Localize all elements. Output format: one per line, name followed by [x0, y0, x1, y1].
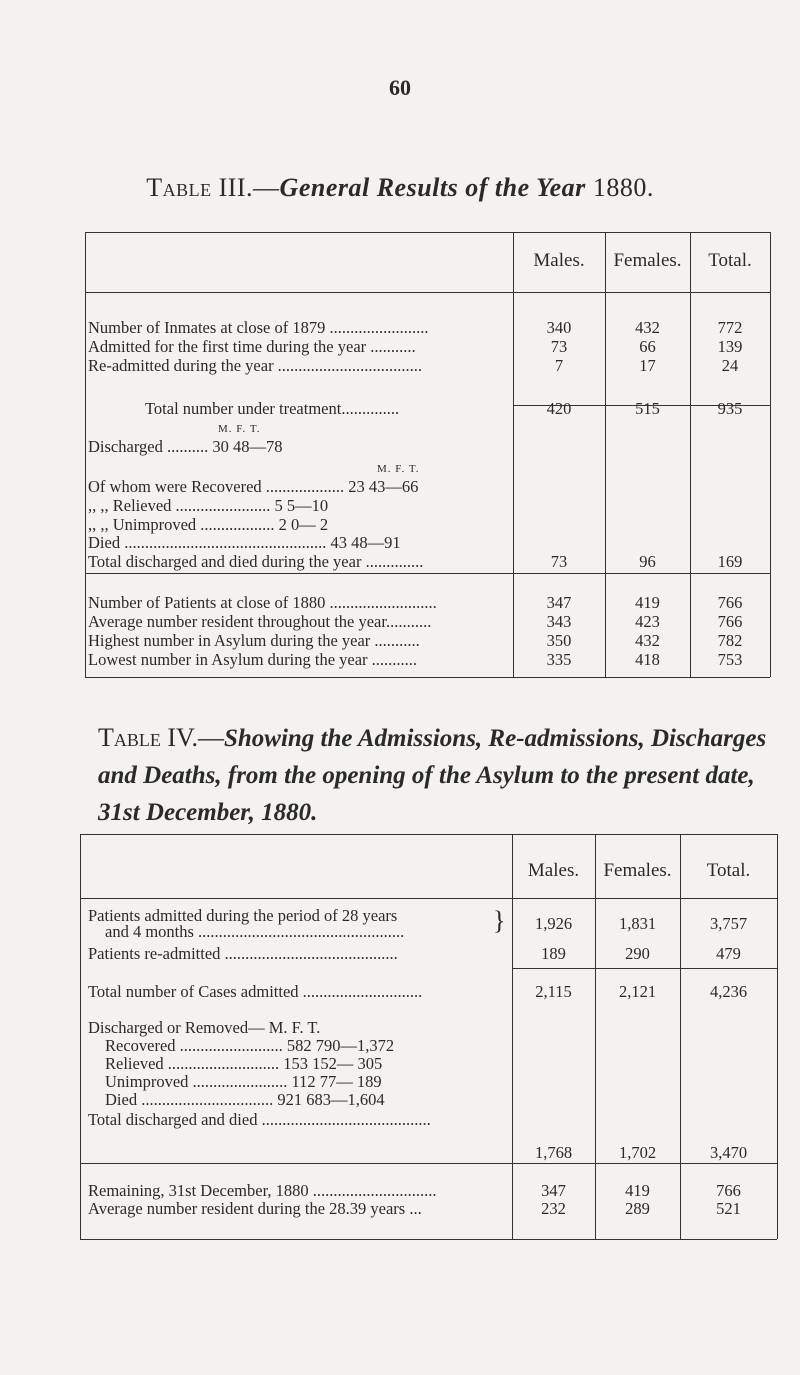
discharged-row: Discharged .......... 30 48—78: [88, 437, 283, 456]
cell-total: 766: [717, 612, 743, 631]
brace-glyph: }: [493, 906, 506, 935]
cell-total: 782: [717, 631, 743, 650]
cell-males: 73: [550, 552, 568, 571]
table3-header-females: Females.: [613, 250, 682, 271]
recovered-row: Of whom were Recovered ................... 23 43—66: [88, 477, 419, 496]
relieved-row: Relieved ........................... 153 152— 305: [105, 1054, 383, 1073]
total-treatment-label: Total number under treatment..............: [145, 399, 400, 418]
relieved-row: ,, ,, Relieved ....................... 5 5—10: [88, 496, 329, 515]
cell-males: 73: [550, 337, 568, 356]
cell-males: 232: [541, 1199, 566, 1218]
table4-title-prefix: Table IV.—: [98, 723, 224, 752]
unimproved-row: Unimproved ....................... 112 77— 189: [105, 1072, 382, 1091]
cell-total: 521: [716, 1199, 741, 1218]
remaining-label: Remaining, 31st December, 1880 ..............................: [88, 1181, 437, 1200]
table4-title-line3: 31st December, 1880.: [98, 799, 318, 826]
cell-males: 2,115: [535, 982, 572, 1001]
cell-total: 766: [716, 1181, 741, 1200]
died-row: Died ................................ 921 683—1,604: [105, 1090, 385, 1109]
cell-females: 1,831: [618, 914, 657, 933]
cell-females: 290: [625, 944, 650, 963]
cell-total: 479: [716, 944, 741, 963]
page-number: 60: [389, 75, 411, 100]
died-row: Died ................................................. 43 48—91: [88, 533, 401, 552]
cell-females: 432: [635, 318, 660, 337]
cell-males: 347: [541, 1181, 566, 1200]
cell-total: 766: [717, 593, 743, 612]
cell-total: 772: [717, 318, 743, 337]
total-discharged-label: Total discharged and died .........................................: [88, 1110, 431, 1129]
cell-females: 66: [639, 337, 656, 356]
table4-title: [98, 720, 768, 831]
table-row-label: Number of Inmates at close of 1879 ........................: [88, 318, 429, 337]
cell-females: 2,121: [618, 982, 657, 1001]
cell-females: 96: [639, 552, 656, 571]
cell-total: 4,236: [709, 982, 748, 1001]
recovered-row: Recovered ......................... 582 790—1,372: [105, 1036, 395, 1055]
cell-males: 350: [546, 631, 572, 650]
cell-females: 515: [635, 399, 660, 418]
average-label: Average number resident during the 28.39 years ...: [88, 1199, 422, 1218]
cell-females: 432: [635, 631, 660, 650]
mft-header: M. F. T.: [218, 423, 261, 435]
cell-males: 420: [546, 399, 572, 418]
table4-title-italic-1: Showing the Admissions, Re-admissions, Discharges: [223, 725, 767, 752]
cell-males: 347: [546, 593, 572, 612]
table-row-label: Admitted for the first time during the year ...........: [88, 337, 416, 356]
table4-title-italic-2: and Deaths, from the opening of the Asylum to the present date,: [98, 762, 755, 789]
table-row-label: Re-admitted during the year ...................................: [88, 356, 423, 375]
cell-males: 335: [546, 650, 572, 669]
total-admitted-label: Total number of Cases admitted .............................: [88, 982, 423, 1001]
table3-title: [0, 173, 800, 203]
table4-header-males: Males.: [527, 860, 580, 881]
cell-males: 7: [554, 356, 564, 375]
table3-header-total: Total.: [708, 250, 752, 271]
total-discharged-label: Total discharged and died during the year ..............: [88, 552, 424, 571]
cell-males: 1,926: [534, 914, 573, 933]
cell-males: 340: [546, 318, 572, 337]
cell-total: 935: [717, 399, 743, 418]
table3-title-italic: General Results of the Year: [279, 173, 586, 202]
cell-females: 1,702: [618, 1143, 657, 1162]
unimproved-row: ,, ,, Unimproved .................. 2 0— 2: [88, 515, 329, 534]
cell-females: 17: [639, 356, 656, 375]
cell-total: 139: [717, 337, 743, 356]
table4-header-total: Total.: [706, 860, 751, 881]
mft-header: M. F. T.: [377, 463, 420, 475]
table4-header-females: Females.: [603, 860, 672, 881]
cell-females: 423: [635, 612, 660, 631]
admitted-label-line1: Patients admitted during the period of 28 years: [88, 906, 398, 925]
cell-females: 419: [635, 593, 660, 612]
cell-males: 1,768: [534, 1143, 573, 1162]
cell-total: 3,757: [709, 914, 748, 933]
discharged-header: Discharged or Removed— M. F. T.: [88, 1018, 321, 1037]
admitted-label-line2: and 4 months ..................................................: [105, 922, 405, 941]
cell-females: 418: [635, 650, 660, 669]
readmitted-label: Patients re-admitted ..........................................: [88, 944, 398, 963]
cell-females: 419: [625, 1181, 650, 1200]
cell-total: 753: [717, 650, 743, 669]
table-row-label: Highest number in Asylum during the year ...........: [88, 631, 420, 650]
table-row-label: Average number resident throughout the year...........: [88, 612, 432, 631]
cell-total: 3,470: [709, 1143, 748, 1162]
cell-total: 169: [717, 552, 743, 571]
cell-males: 189: [541, 944, 566, 963]
table3-title-year: 1880.: [592, 173, 654, 202]
cell-females: 289: [625, 1199, 650, 1218]
table-row-label: Lowest number in Asylum during the year ...........: [88, 650, 418, 669]
table3-title-prefix: Table III.—: [146, 173, 280, 202]
table-row-label: Number of Patients at close of 1880 ..........................: [88, 593, 437, 612]
table3-header-males: Males.: [533, 250, 585, 271]
cell-males: 343: [546, 612, 572, 631]
cell-total: 24: [721, 356, 739, 375]
